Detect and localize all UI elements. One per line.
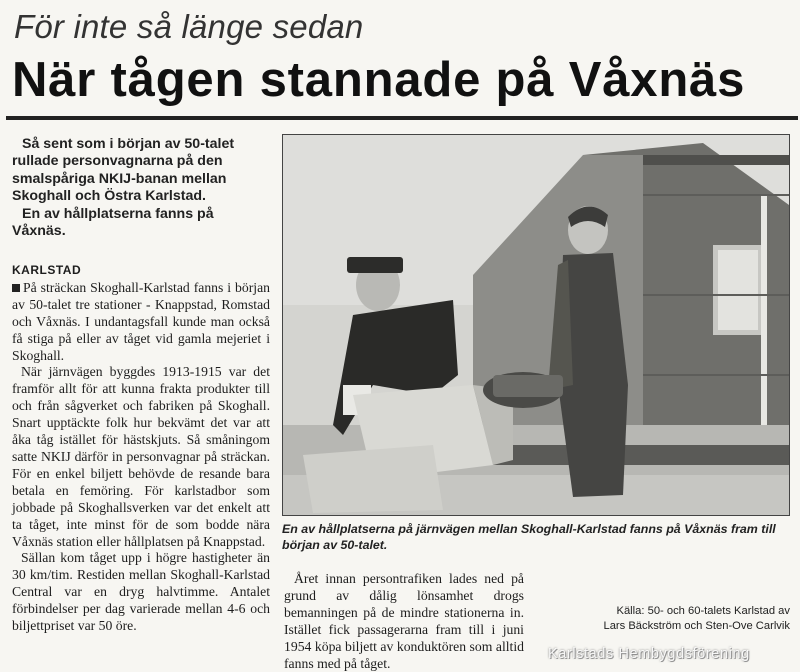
article-photo bbox=[282, 134, 790, 516]
square-bullet-icon bbox=[12, 284, 20, 292]
headline-rule bbox=[6, 116, 798, 120]
photo-caption: En av hållplatserna på järnvägen mellan Skoghall-Karlstad fanns på Våxnäs fram till början av 50-talet. bbox=[282, 522, 776, 552]
photo-illustration bbox=[283, 135, 789, 515]
body-paragraph-1 bbox=[12, 280, 270, 365]
ingress-paragraph-2: En av hållplatserna fanns på Våxnäs. bbox=[12, 205, 214, 240]
source-line-2: Lars Bäckström och Sten-Ove Carlvik bbox=[603, 620, 790, 632]
kicker: För inte så länge sedan bbox=[14, 8, 364, 45]
source-credit bbox=[560, 604, 790, 634]
watermark: Karlstads Hembygdsförening bbox=[548, 646, 750, 662]
body-paragraph-3: Sällan kom tåget upp i högre hastigheter än 30 km/tim. Restiden mellan Skoghall-Karlstad Central var en dryg halvtimme. Antalet förbindelser per dag varierade mellan 4-6 och biljettpriset var 50 öre. bbox=[12, 550, 270, 634]
dateline: KARLSTAD bbox=[12, 263, 82, 277]
headline: När tågen stannade på Våxnäs bbox=[12, 53, 746, 107]
source-line-1: Källa: 50- och 60-talets Karlstad av bbox=[616, 605, 790, 617]
body-column-2 bbox=[284, 570, 524, 672]
body-column-1 bbox=[12, 262, 270, 635]
body-column-2-text: Året innan persontrafiken lades ned på grund av dålig lönsamhet drogs bemanningen på de mindre stationerna in. Istället fick passagerarna fram till i juni 1954 köpa biljett av konduktören som alltid fanns med på tåget. bbox=[284, 571, 524, 671]
ingress-paragraph-1: Så sent som i början av 50-talet rullade personvagnarna på den smalspåriga NKIJ-banan mellan Skoghall och Östra Karlstad. bbox=[12, 136, 235, 205]
body-paragraph-2: När järnvägen byggdes 1913-1915 var det framför allt för att kunna frakta produkter till och från sågverket och fabriken på Skoghall. Snart upptäckte folk hur bekvämt det var att åka tåg istället för hästskjuts. Så småningom satte NKIJ därför in personvagnar på sträckan. För en enkel biljett behövde de resande bara betala en femöring. För karlstadbor som jobbade på Skoghallsverken var det enkelt att ta tåget, inte minst för de som bodde nära Våxnäs station eller hållplatsen på Knappstad. bbox=[12, 364, 270, 549]
body-paragraph-1-text: På sträckan Skoghall-Karlstad fanns i början av 50-talet tre stationer - Knappstad, Romstad och Våxnäs. I undantagsfall kunde man också få stiga på eller av tåget vid gamla mejeriet i Skoghall. bbox=[12, 279, 270, 363]
ingress bbox=[12, 136, 270, 240]
